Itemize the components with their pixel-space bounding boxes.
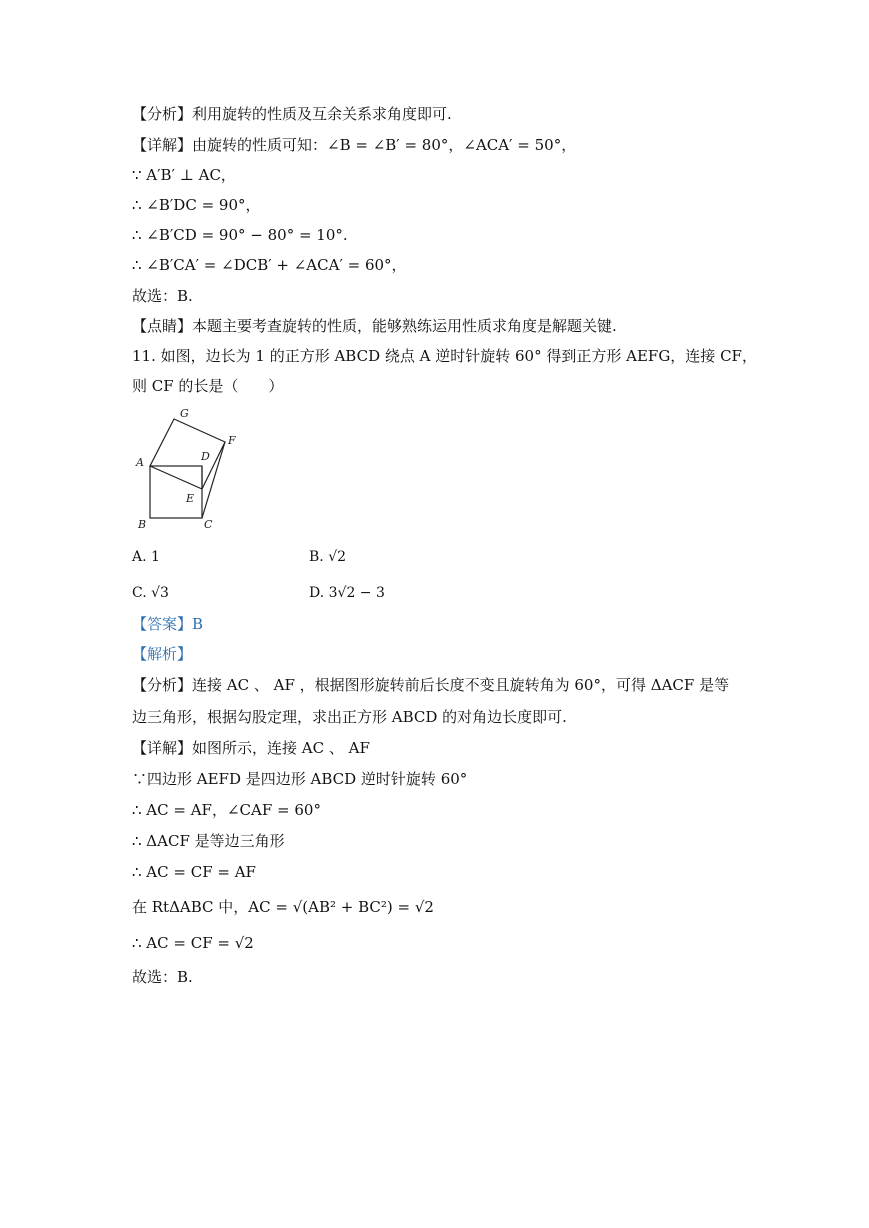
label-d: D <box>201 450 210 463</box>
comment-line: 【点睛】本题主要考查旋转的性质，能够熟练运用性质求角度是解题关键. <box>132 317 617 335</box>
label-g: G <box>180 407 189 420</box>
step-line: ∵ A′B′ ⊥ AC， <box>132 166 236 184</box>
square-rotation-figure <box>130 404 242 534</box>
solution-step: ∴ AC = CF = AF <box>132 863 256 881</box>
choice-line: 故选：B. <box>132 287 193 305</box>
solution-step: ∴ ΔACF 是等边三角形 <box>132 832 285 850</box>
solution-analysis-2: 边三角形，根据勾股定理，求出正方形 ABCD 的对角边长度即可. <box>132 708 567 726</box>
option-a: A. 1 <box>132 549 160 565</box>
solution-step: 在 RtΔABC 中，AC = √(AB² + BC²) = √2 <box>132 898 434 916</box>
label-e: E <box>186 492 195 505</box>
question-11-line-1: 11. 如图，边长为 1 的正方形 ABCD 绕点 A 逆时针旋转 60° 得到正方形 AEFG，连接 CF， <box>132 347 757 365</box>
step-line: ∴ ∠B′CA′ = ∠DCB′ + ∠ACA′ = 60°， <box>132 256 407 274</box>
solution-step: ∵四边形 AEFD 是四边形 ABCD 逆时针旋转 60° <box>132 770 468 788</box>
option-b: B. √2 <box>309 549 347 565</box>
analysis-line: 【分析】利用旋转的性质及互余关系求角度即可. <box>132 105 452 123</box>
solution-step: ∴ AC = CF = √2 <box>132 934 254 952</box>
step-line: ∴ ∠B′CD = 90° − 80° = 10°. <box>132 226 348 244</box>
detail-line: 【详解】由旋转的性质可知：∠B = ∠B′ = 80°，∠ACA′ = 50°， <box>132 136 577 154</box>
label-c: C <box>204 518 213 531</box>
solution-detail: 【详解】如图所示，连接 AC 、 AF <box>132 739 370 757</box>
square-abcd <box>150 466 202 518</box>
question-11-line-2: 则 CF 的长是（ ） <box>132 377 284 395</box>
solution-choice: 故选：B. <box>132 968 193 986</box>
label-b: B <box>138 518 147 531</box>
explanation-heading: 【解析】 <box>132 645 193 663</box>
answer-line: 【答案】B <box>132 615 204 633</box>
label-f: F <box>228 434 236 447</box>
option-d: D. 3√2 − 3 <box>309 585 385 601</box>
option-c: C. √3 <box>132 585 169 601</box>
step-line: ∴ ∠B′DC = 90°， <box>132 196 261 214</box>
solution-analysis-1: 【分析】连接 AC 、 AF ，根据图形旋转前后长度不变且旋转角为 60°，可得 ΔACF 是等 <box>132 676 730 694</box>
label-a: A <box>136 456 144 469</box>
solution-step: ∴ AC = AF，∠CAF = 60° <box>132 801 321 819</box>
